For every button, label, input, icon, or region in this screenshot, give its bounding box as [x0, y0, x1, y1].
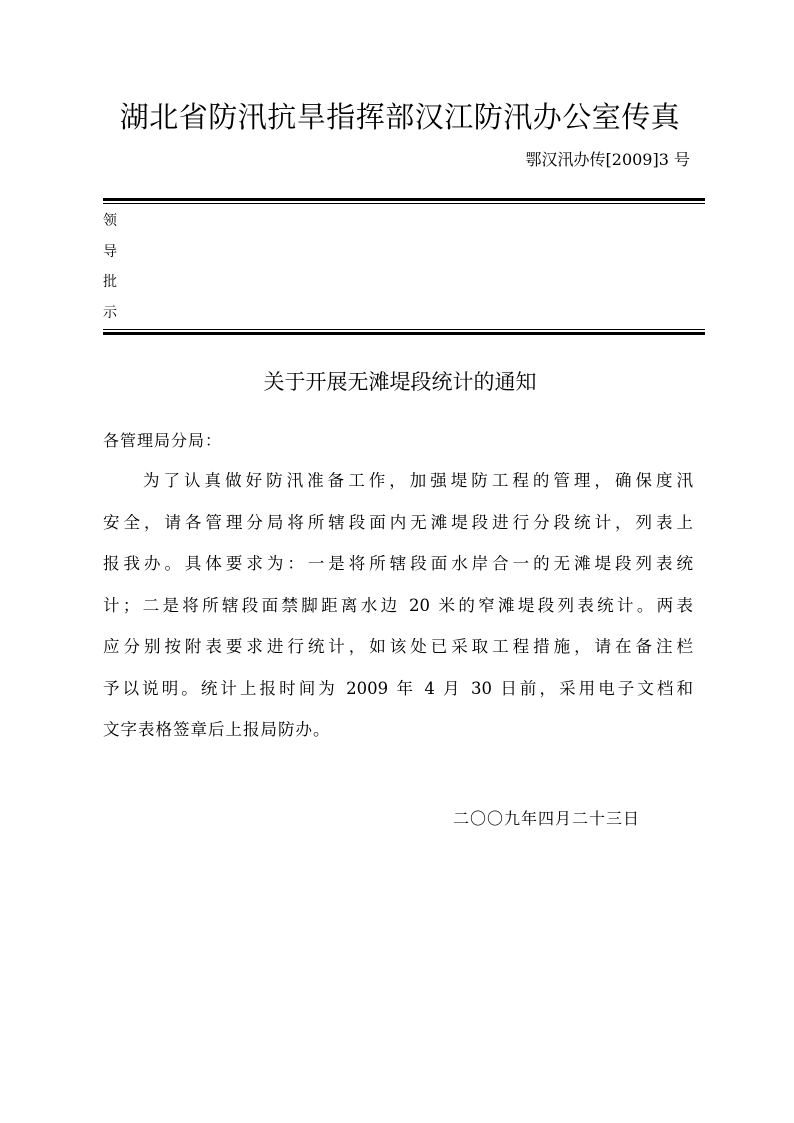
header-divider — [103, 198, 705, 204]
approval-char: 领 — [103, 213, 117, 229]
approval-divider — [103, 329, 705, 335]
notice-title: 关于开展无滩堤段统计的通知 — [263, 370, 537, 394]
body-line: 应分别按附表要求进行统计，如该处已采取工程措施，请在备注栏 — [103, 637, 693, 656]
body-line: 为了认真做好防汛准备工作，加强堤防工程的管理，确保度汛 — [143, 471, 693, 490]
approval-char: 导 — [103, 243, 117, 260]
body-line: 计；二是将所辖段面禁脚距离水边 20 米的窄滩堤段列表统计。两表 — [103, 595, 693, 615]
body-line: 予以说明。统计上报时间为 2009 年 4 月 30 日前，采用电子文档和 — [103, 678, 693, 698]
notice-body — [103, 466, 693, 757]
leader-approval-field — [103, 206, 143, 328]
approval-char: 示 — [103, 304, 117, 321]
salutation: 各管理局分局： — [103, 431, 223, 450]
approval-char: 批 — [103, 274, 117, 290]
body-line: 文字表格签章后上报局防办。 — [103, 720, 331, 739]
fax-title: 湖北省防汛抗旱指挥部汉江防汛办公室传真 — [119, 100, 681, 134]
body-line: 报我办。具体要求为：一是将所辖段面水岸合一的无滩堤段列表统 — [103, 554, 693, 573]
document-number: 鄂汉汛办传[2009]3 号 — [525, 150, 690, 169]
issue-date: 二〇〇九年四月二十三日 — [453, 809, 641, 828]
body-line: 安全，请各管理分局将所辖段面内无滩堤段进行分段统计，列表上 — [103, 512, 693, 532]
